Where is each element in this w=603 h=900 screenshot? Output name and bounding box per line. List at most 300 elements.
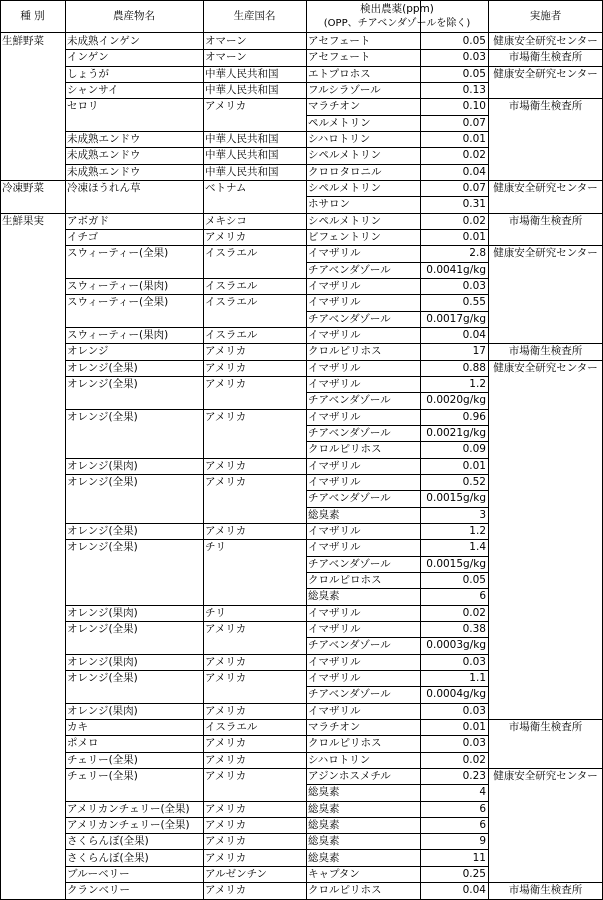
product-cell: しょうが [67, 67, 109, 80]
agency-cell [488, 294, 603, 310]
agency-cell [488, 850, 603, 866]
value-cell: 0.03 [462, 704, 486, 717]
value-cell: 0.01 [462, 459, 486, 472]
grid-line [306, 147, 488, 148]
pesticide-cell: チアベンダゾール [308, 639, 391, 652]
country-cell: アメリカ [205, 361, 247, 374]
agency-cell: 市場衛生検査所 [508, 884, 583, 897]
kind-cell [0, 343, 65, 359]
country-cell: 中華人民共和国 [205, 132, 279, 145]
kind-cell: 生鮮野菜 [2, 35, 44, 47]
country-cell [203, 441, 306, 457]
grid-line [306, 343, 488, 344]
pesticide-cell: イマザリル [308, 328, 361, 341]
value-cell: 6 [479, 802, 486, 815]
grid-line [306, 278, 488, 279]
pesticide-cell: チアベンダゾール [308, 394, 391, 407]
pesticide-cell: クロルピリホス [308, 443, 382, 456]
value-cell: 0.88 [462, 361, 486, 374]
pesticide-cell: シハロトリン [308, 132, 371, 145]
agency-cell: 健康安全研究センター [493, 181, 598, 194]
value-cell: 0.07 [462, 181, 486, 194]
grid-line [488, 882, 603, 883]
grid-line [65, 98, 306, 99]
agency-cell [488, 588, 603, 604]
grid-line [488, 66, 603, 67]
agency-cell: 市場衛生検査所 [508, 345, 583, 358]
value-cell: 0.09 [462, 443, 486, 456]
grid-line [65, 327, 306, 328]
product-cell: オレンジ(果肉) [67, 655, 138, 668]
grid-line [306, 768, 488, 769]
agency-cell [488, 654, 603, 670]
kind-cell [0, 311, 65, 327]
pesticide-cell: イマザリル [308, 296, 361, 309]
grid-line [65, 82, 306, 83]
pesticide-cell: イマザリル [308, 671, 361, 684]
product-cell: クランベリー [67, 884, 130, 897]
value-cell: 0.38 [462, 622, 486, 635]
product-cell: インゲン [67, 51, 109, 64]
pesticide-cell: キャプタン [308, 867, 360, 880]
product-cell: オレンジ [67, 345, 109, 358]
country-cell: チリ [205, 606, 226, 619]
country-cell: イスラエル [205, 279, 258, 292]
country-cell: メキシコ [205, 214, 247, 227]
kind-cell [0, 654, 65, 670]
agency-cell [488, 131, 603, 147]
agency-cell [488, 686, 603, 702]
grid-line [65, 213, 306, 214]
grid-line [306, 882, 488, 883]
kind-cell [0, 196, 65, 212]
agency-cell [488, 490, 603, 506]
header-country: 生産国名 [233, 10, 276, 22]
value-cell: 0.05 [462, 573, 486, 586]
agency-cell: 市場衛生検査所 [508, 720, 583, 733]
agency-cell [488, 817, 603, 833]
agency-cell [488, 474, 603, 490]
pesticide-cell: イマザリル [308, 377, 361, 390]
agency-cell: 市場衛生検査所 [508, 214, 583, 227]
value-cell: 0.0004g/kg [426, 688, 486, 701]
agency-cell [488, 735, 603, 751]
kind-cell [0, 703, 65, 719]
grid-line [488, 245, 603, 246]
country-cell: 中華人民共和国 [205, 67, 279, 80]
country-cell: アメリカ [205, 769, 247, 782]
country-cell [203, 784, 306, 800]
agency-cell [488, 752, 603, 768]
grid-line [488, 768, 603, 769]
pesticide-cell: 総臭素 [308, 835, 340, 848]
value-cell: 0.0003g/kg [426, 639, 486, 652]
grid-line [306, 131, 488, 132]
agency-cell [488, 621, 603, 637]
grid-line [65, 343, 306, 344]
value-cell: 0.04 [462, 884, 486, 897]
agency-cell [488, 164, 603, 180]
product-cell: 冷凍ほうれん草 [67, 181, 141, 194]
product-cell: 未成熟エンドウ [67, 165, 141, 178]
pesticide-cell: シペルメトリン [308, 181, 382, 194]
value-cell: 0.55 [462, 296, 486, 309]
pesticide-cell: イマザリル [308, 410, 361, 423]
kind-cell [0, 670, 65, 686]
kind-cell [0, 801, 65, 817]
product-cell: スウィーティー(果肉) [67, 279, 169, 292]
country-cell: オマーン [205, 35, 247, 47]
agency-cell: 健康安全研究センター [493, 769, 598, 782]
value-cell: 0.03 [462, 737, 486, 750]
value-cell: 0.0020g/kg [426, 394, 486, 407]
country-cell: アメリカ [205, 459, 247, 472]
product-cell: オレンジ(果肉) [67, 459, 138, 472]
kind-cell [0, 768, 65, 784]
grid-line [65, 605, 306, 606]
header-pesticide-note: (OPP、チアベンダゾールを除く) [323, 18, 471, 29]
grid-line [306, 833, 488, 834]
pesticide-cell: ビフェントリン [308, 230, 381, 243]
pesticide-cell: チアベンダゾール [308, 426, 391, 439]
product-cell: オレンジ(全果) [67, 410, 138, 423]
kind-cell [0, 523, 65, 539]
grid-line [65, 523, 306, 524]
kind-cell [0, 409, 65, 425]
product-cell: スウィーティー(果肉) [67, 328, 169, 341]
agency-cell [488, 278, 603, 294]
value-cell: 1.1 [469, 671, 486, 684]
grid-line [306, 409, 488, 410]
pesticide-cell: アセフェート [308, 51, 371, 64]
grid-line [306, 588, 488, 589]
grid-line [65, 66, 306, 67]
kind-cell [0, 752, 65, 768]
grid-line [0, 180, 65, 181]
grid-line [65, 539, 306, 540]
grid-line [65, 474, 306, 475]
kind-cell [0, 458, 65, 474]
country-cell: アルゼンチン [205, 867, 268, 880]
pesticide-cell: イマザリル [308, 541, 361, 554]
agency-cell [488, 311, 603, 327]
pesticide-cell: 総臭素 [308, 802, 340, 815]
grid-line [488, 360, 603, 361]
grid-line [306, 752, 488, 753]
kind-cell [0, 735, 65, 751]
grid-line [306, 213, 488, 214]
agency-cell [488, 441, 603, 457]
header-agency: 実施者 [529, 10, 562, 22]
product-cell: チェリー(全果) [67, 769, 138, 782]
kind-cell [0, 425, 65, 441]
value-cell: 0.52 [462, 475, 486, 488]
pesticide-cell: イマザリル [308, 279, 361, 292]
country-cell: アメリカ [205, 737, 247, 750]
grid-line [65, 801, 306, 802]
grid-line [306, 817, 488, 818]
value-cell: 0.13 [462, 83, 486, 96]
kind-cell [0, 784, 65, 800]
grid-line [306, 82, 488, 83]
value-cell: 0.31 [462, 198, 486, 211]
country-cell: アメリカ [205, 475, 247, 488]
grid-line [306, 66, 488, 67]
grid-line [306, 849, 488, 850]
kind-cell [0, 360, 65, 376]
grid-line [65, 131, 306, 132]
pesticide-cell: クロルピリホス [308, 884, 382, 897]
product-cell: セロリ [67, 100, 99, 113]
grid-line [306, 458, 488, 459]
grid-line [306, 392, 488, 393]
kind-cell [0, 131, 65, 147]
kind-cell [0, 556, 65, 572]
value-cell: 4 [479, 786, 486, 799]
value-cell: 0.03 [462, 279, 486, 292]
pesticide-cell: フルシラゾール [308, 83, 381, 96]
grid-line [306, 115, 488, 116]
country-cell [203, 196, 306, 212]
kind-cell [0, 66, 65, 82]
value-cell: 11 [472, 851, 486, 864]
agency-cell [488, 784, 603, 800]
grid-line [65, 719, 306, 720]
product-cell [65, 392, 203, 408]
country-cell [203, 637, 306, 653]
value-cell: 9 [479, 835, 486, 848]
kind-cell [0, 882, 65, 898]
grid-line [306, 637, 488, 638]
grid-line [306, 572, 488, 573]
grid-line [65, 735, 306, 736]
agency-cell [488, 523, 603, 539]
grid-line [65, 376, 306, 377]
country-cell: ベトナム [205, 181, 247, 194]
agency-cell [488, 425, 603, 441]
country-cell [203, 425, 306, 441]
country-cell [203, 588, 306, 604]
value-cell: 1.4 [469, 541, 486, 554]
product-cell [65, 262, 203, 278]
pesticide-cell: マラチオン [308, 100, 361, 113]
agency-cell [488, 833, 603, 849]
agency-cell [488, 866, 603, 882]
product-cell: ブルーベリー [67, 867, 130, 880]
grid-line [65, 752, 306, 753]
country-cell [203, 507, 306, 523]
grid-line [65, 409, 306, 410]
value-cell: 0.0015g/kg [426, 557, 486, 570]
grid-line [306, 245, 488, 246]
kind-cell [0, 262, 65, 278]
value-cell: 0.01 [462, 720, 486, 733]
country-cell: イスラエル [205, 296, 258, 309]
product-cell: シャンサイ [67, 83, 119, 96]
agency-cell [488, 409, 603, 425]
country-cell [203, 490, 306, 506]
pesticide-cell: クロロタロニル [308, 165, 382, 178]
agency-cell [488, 670, 603, 686]
grid-line [306, 654, 488, 655]
grid-line [488, 343, 603, 344]
grid-line [65, 458, 306, 459]
value-cell: 6 [479, 590, 486, 603]
value-cell: 6 [479, 818, 486, 831]
grid-line [306, 801, 488, 802]
country-cell: 中華人民共和国 [205, 83, 279, 96]
value-cell: 2.8 [469, 247, 486, 260]
header-product: 農産物名 [113, 10, 155, 22]
product-cell [65, 784, 203, 800]
grid-line [306, 621, 488, 622]
kind-cell [0, 376, 65, 392]
country-cell: アメリカ [205, 345, 247, 358]
country-cell: アメリカ [205, 377, 247, 390]
grid-line [65, 360, 306, 361]
grid-line [65, 294, 306, 295]
product-cell: チェリー(全果) [67, 753, 138, 766]
kind-cell [0, 588, 65, 604]
grid-line [306, 507, 488, 508]
country-cell: 中華人民共和国 [205, 149, 279, 162]
value-cell: 1.2 [469, 377, 486, 390]
grid-line [0, 0, 1, 900]
value-cell: 0.05 [462, 35, 486, 47]
kind-cell [0, 278, 65, 294]
pesticide-cell: チアベンダゾール [308, 263, 391, 276]
kind-cell [0, 490, 65, 506]
country-cell: アメリカ [205, 818, 247, 831]
agency-cell [488, 327, 603, 343]
value-cell: 0.23 [462, 769, 486, 782]
grid-line [306, 360, 488, 361]
value-cell: 0.02 [462, 606, 486, 619]
value-cell: 0.03 [462, 51, 486, 64]
product-cell: オレンジ(全果) [67, 671, 138, 684]
grid-line [65, 768, 306, 769]
pesticide-cell: クロルピリホス [308, 345, 382, 358]
pesticide-cell: アセフェート [308, 35, 371, 47]
grid-line [306, 539, 488, 540]
pesticide-cell: マラチオン [308, 720, 361, 733]
agency-cell [488, 229, 603, 245]
country-cell: チリ [205, 541, 226, 554]
kind-cell [0, 98, 65, 114]
grid-line [488, 98, 603, 99]
grid-line [306, 164, 488, 165]
pesticide-cell: イマザリル [308, 475, 361, 488]
grid-line [65, 703, 306, 704]
country-cell: アメリカ [205, 851, 247, 864]
grid-line [306, 229, 488, 230]
value-cell: 0.01 [462, 132, 486, 145]
agency-cell: 市場衛生検査所 [508, 100, 583, 113]
agency-cell [488, 637, 603, 653]
pesticide-cell: クロルピリホス [308, 737, 382, 750]
agency-cell [488, 262, 603, 278]
kind-cell [0, 441, 65, 457]
country-cell: アメリカ [205, 802, 247, 815]
country-cell [203, 115, 306, 131]
agency-cell: 健康安全研究センター [493, 67, 598, 80]
grid-line [306, 294, 488, 295]
header-pesticide-title: 検出農薬(ppm) [360, 3, 434, 15]
grid-line [203, 0, 204, 900]
pesticide-cell: イマザリル [308, 704, 361, 717]
product-cell [65, 115, 203, 131]
country-cell [203, 262, 306, 278]
product-cell: オレンジ(果肉) [67, 606, 138, 619]
product-cell: 未成熟インゲン [67, 35, 141, 47]
pesticide-cell: チアベンダゾール [308, 557, 391, 570]
grid-line [65, 849, 306, 850]
grid-line [306, 311, 488, 312]
agency-cell [488, 147, 603, 163]
pesticide-cell: 総臭素 [308, 786, 340, 799]
kind-cell [0, 850, 65, 866]
grid-line [306, 686, 488, 687]
value-cell: 0.0015g/kg [426, 492, 486, 505]
pesticide-cell: シペルメトリン [308, 214, 382, 227]
kind-cell [0, 605, 65, 621]
grid-line [306, 670, 488, 671]
grid-line [65, 866, 306, 867]
product-cell [65, 507, 203, 523]
kind-cell [0, 507, 65, 523]
pesticide-cell: イマザリル [308, 524, 361, 537]
product-cell: カキ [67, 720, 88, 733]
header-kind: 種 別 [20, 10, 45, 22]
product-cell: オレンジ(全果) [67, 524, 138, 537]
pesticide-cell: ホサロン [308, 198, 350, 211]
country-cell: アメリカ [205, 704, 247, 717]
agency-cell [488, 572, 603, 588]
grid-line [488, 213, 603, 214]
agency-cell [488, 115, 603, 131]
kind-cell [0, 245, 65, 261]
grid-line [306, 0, 307, 900]
agency-cell [488, 458, 603, 474]
country-cell: アメリカ [205, 884, 247, 897]
value-cell: 0.0041g/kg [426, 263, 486, 276]
grid-line [306, 196, 488, 197]
country-cell: アメリカ [205, 230, 247, 243]
value-cell: 0.03 [462, 655, 486, 668]
agency-cell [488, 605, 603, 621]
kind-cell [0, 817, 65, 833]
pesticide-cell: クロルピロホス [308, 573, 382, 586]
value-cell: 0.04 [462, 328, 486, 341]
grid-line [306, 474, 488, 475]
product-cell: さくらんぼ(全果) [67, 835, 149, 848]
pesticide-cell: チアベンダゾール [308, 688, 391, 701]
pesticide-cell: イマザリル [308, 361, 361, 374]
pesticide-cell: イマザリル [308, 655, 361, 668]
country-cell: イスラエル [205, 247, 258, 260]
kind-cell [0, 637, 65, 653]
pesticide-cell: 総臭素 [308, 818, 340, 831]
grid-line [65, 147, 306, 148]
grid-line [306, 719, 488, 720]
grid-line [65, 278, 306, 279]
kind-cell [0, 294, 65, 310]
country-cell [203, 686, 306, 702]
grid-line [306, 441, 488, 442]
country-cell: アメリカ [205, 753, 247, 766]
agency-cell [488, 82, 603, 98]
agency-cell: 健康安全研究センター [493, 361, 598, 374]
